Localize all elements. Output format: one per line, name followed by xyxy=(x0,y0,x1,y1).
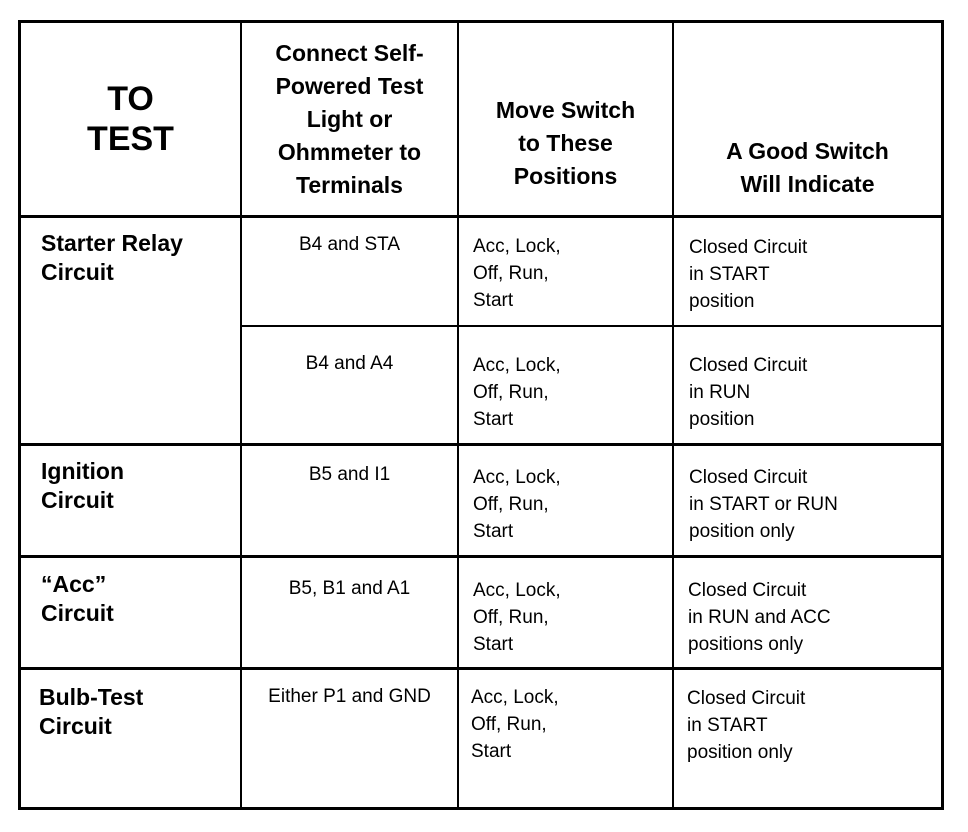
positions-cell: Acc, Lock, Off, Run, Start xyxy=(473,580,561,655)
indicate-cell: Closed Circuit in START position only xyxy=(687,688,806,763)
indicate-cell: Closed Circuit in RUN and ACC positions only xyxy=(688,580,831,655)
positions-cell: Acc, Lock, Off, Run, Start xyxy=(471,687,559,762)
header-move-switch: Move Switch to These Positions xyxy=(495,96,636,189)
positions-cell: Acc, Lock, Off, Run, Start xyxy=(473,355,561,430)
row-divider xyxy=(21,443,941,446)
indicate-cell: Closed Circuit in START position xyxy=(689,237,808,312)
row-divider xyxy=(21,555,941,558)
switch-test-table xyxy=(18,20,944,810)
terminals-cell: B4 and STA xyxy=(298,234,401,255)
terminals-cell: Either P1 and GND xyxy=(268,686,431,707)
header-to-test: TO TEST xyxy=(87,80,174,158)
terminals-cell: B4 and A4 xyxy=(305,353,394,374)
terminals-cell: B5 and I1 xyxy=(308,464,391,485)
positions-cell: Acc, Lock, Off, Run, Start xyxy=(473,236,561,311)
row-label: Bulb-Test Circuit xyxy=(39,684,144,739)
indicate-cell: Closed Circuit in RUN position xyxy=(689,355,808,430)
terminals-cell: B5, B1 and A1 xyxy=(288,578,411,599)
row-divider xyxy=(240,325,941,327)
positions-cell: Acc, Lock, Off, Run, Start xyxy=(473,467,561,542)
header-good-switch: A Good Switch Will Indicate xyxy=(726,138,889,197)
header-divider xyxy=(21,215,941,218)
row-label: “Acc” Circuit xyxy=(41,571,114,626)
header-connect-terminals: Connect Self- Powered Test Light or Ohmmeter to Terminals xyxy=(275,39,424,198)
row-label: Ignition Circuit xyxy=(41,458,125,513)
row-label: Starter Relay Circuit xyxy=(41,230,183,285)
row-divider xyxy=(21,667,941,670)
indicate-cell: Closed Circuit in START or RUN position only xyxy=(689,467,838,542)
